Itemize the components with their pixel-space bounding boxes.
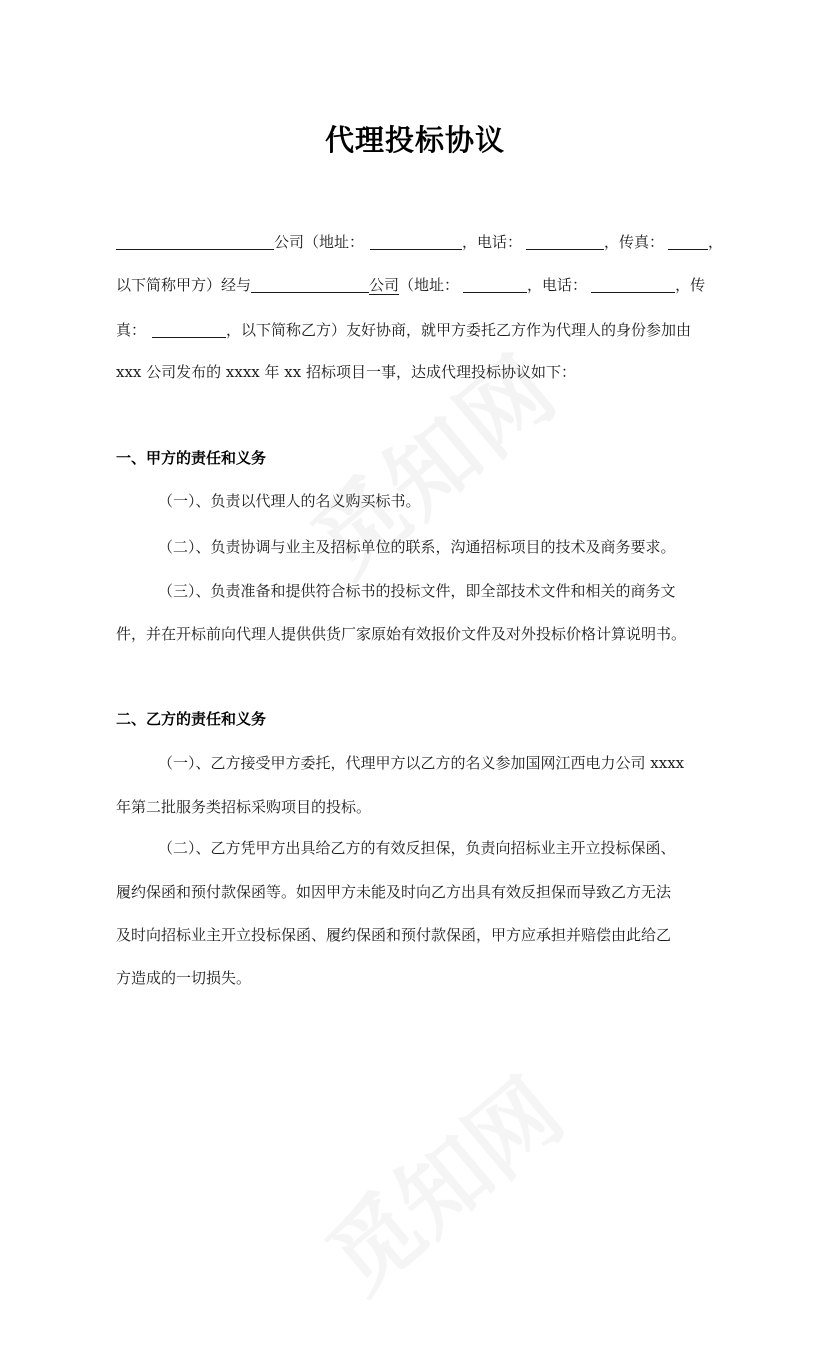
section-2-item-1-line-2: 年第二批服务类招标采购项目的投标。 [116, 798, 372, 816]
section-2-heading: 二、乙方的责任和义务 [116, 710, 267, 728]
watermark-bottom [253, 1001, 627, 1359]
section-2-item-2-line-1: （二）、乙方凭甲方出具给乙方的有效反担保，负责向招标业主开立投标保函、 [158, 839, 676, 857]
section-2-item-2-line-3: 及时向招标业主开立投标保函、履约保函和预付款保函，甲方应承担并赔偿由此给乙 [116, 926, 672, 944]
party-b-fax-blank[interactable] [152, 321, 226, 338]
section-2-item-2-line-2: 履约保函和预付款保函等。如因甲方未能及时向乙方出具有效反担保而导致乙方无法 [116, 883, 672, 901]
section-1-heading: 一、甲方的责任和义务 [116, 449, 267, 467]
section-1-item-3-line-1: （三）、负责准备和提供符合标书的投标文件，即全部技术文件和相关的商务文 [158, 582, 676, 600]
intro-line-2: 以下简称甲方）经与 公司（地址： ，电话： ，传 [116, 276, 706, 294]
intro-line-1: 公司（地址： ，电话： ，传真： ， [116, 232, 723, 252]
section-2-item-2-line-4: 方造成的一切损失。 [116, 969, 252, 987]
party-a-phone-blank[interactable] [526, 233, 604, 250]
section-1-item-2: （二）、负责协调与业主及招标单位的联系，沟通招标项目的技术及商务要求。 [158, 538, 676, 556]
section-1-item-1: （一）、负责以代理人的名义购买标书。 [158, 492, 421, 510]
intro-line-3: 真： ，以下简称乙方）友好协商，就甲方委托乙方作为代理人的身份参加由 [116, 321, 692, 339]
document-title: 代理投标协议 [324, 123, 505, 157]
intro-line-4: xxx 公司发布的 xxxx 年 xx 招标项目一事，达成代理投标协议如下： [116, 363, 576, 381]
section-1-item-3-line-2: 件，并在开标前向代理人提供供货厂家原始有效报价文件及对外投标价格计算说明书。 [116, 625, 687, 643]
party-a-fax-blank[interactable] [668, 233, 708, 250]
watermark [205, 235, 656, 686]
party-b-company-blank[interactable] [251, 276, 369, 293]
party-a-address-blank[interactable] [370, 233, 462, 250]
section-2-item-1-line-1: （一）、乙方接受甲方委托，代理甲方以乙方的名义参加国网江西电力公司 xxxx [158, 754, 685, 772]
party-a-company-blank[interactable] [116, 233, 274, 250]
party-b-phone-blank[interactable] [591, 276, 675, 293]
party-b-address-blank[interactable] [463, 276, 527, 293]
